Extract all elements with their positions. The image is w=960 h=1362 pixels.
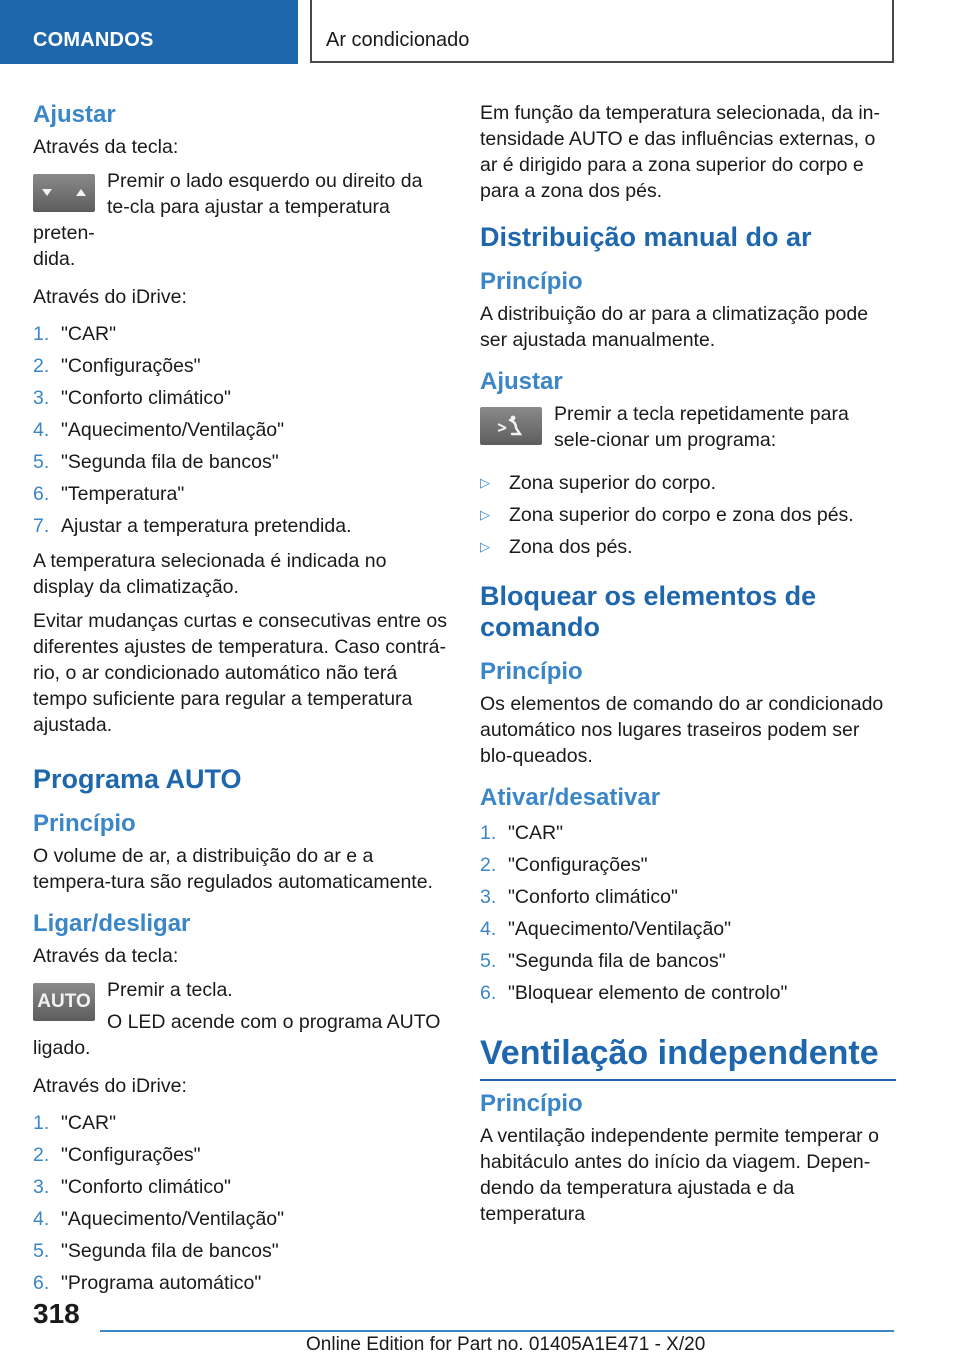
heading-bloquear: Bloquear os elementos de comando [480,581,817,642]
step-text: "Segunda fila de bancos" [61,1240,279,1262]
step-text: "Configurações" [61,355,201,377]
footer-divider [100,1330,894,1332]
auto-key-row [33,977,448,1041]
step-item [480,881,896,913]
step-item [33,1203,448,1235]
lock-principle-text: Os elementos de comando do ar condicionado automático nos lugares traseiros podem ser blo-queados. [480,693,884,767]
heading-principio: Princípio [480,658,583,685]
manual-key-text: Premir a tecla repetidamente para sele-cionar um programa: [554,403,849,451]
right-column [480,100,896,1235]
heading-ajustar: Ajustar [33,101,116,128]
triangle-bullet-icon: ▷ [480,539,490,554]
avoid-changes-text: Evitar mudanças curtas e consecutivas entre os diferentes ajustes de temperatura. Caso contrá-rio, o ar condicionado automático não terá tempo suficiente para regular a temperatura ajustada. [33,610,448,736]
temp-key-row [33,168,448,252]
step-text: "Aquecimento/Ventilação" [61,1208,285,1230]
step-item [480,977,896,1009]
auto-press-text: Premir a tecla. [107,979,233,1001]
manual-principle-text: A distribuição do ar para a climatização pode ser ajustada manualmente. [480,303,869,351]
step-number: 4. [33,419,50,441]
step-item [33,318,448,350]
step-number: 2. [33,355,50,377]
temp-key-text-continued: dida. [33,248,76,270]
air-programs-list [480,467,896,563]
temperature-rocker-key-icon [33,174,95,212]
step-item [33,1171,448,1203]
program-text: Zona superior do corpo. [509,472,717,494]
temp-key-text: Premir o lado esquerdo ou direito da te-cla para ajustar a temperatura preten- [33,170,423,244]
program-item [480,531,896,563]
step-number: 5. [480,950,497,972]
step-item [480,913,896,945]
step-item [33,1267,448,1299]
triangle-bullet-icon: ▷ [480,507,490,522]
program-item [480,499,896,531]
step-text: "Aquecimento/Ventilação" [508,918,732,940]
chapter-title: Ar condicionado [326,29,470,51]
heading-principio: Princípio [480,1090,583,1117]
step-item [33,446,448,478]
step-number: 1. [480,822,497,844]
heading-ativar-desativar: Ativar/desativar [480,784,661,811]
step-number: 2. [480,854,497,876]
auto-key-icon [33,983,95,1021]
step-number: 4. [33,1208,50,1230]
section-tab [0,0,298,64]
heading-ventilacao-independente: Ventilação independente [480,1031,896,1081]
step-text: "Configurações" [508,854,648,876]
auto-led-text: O LED acende com o programa AUTO [107,1011,441,1033]
page-number: 318 [33,1298,80,1329]
heading-distribuicao-manual: Distribuição manual do ar [480,222,812,252]
step-number: 3. [480,886,497,908]
step-number: 4. [480,918,497,940]
step-text: "Temperatura" [61,483,185,505]
step-item [33,510,448,542]
heading-ajustar: Ajustar [480,368,563,395]
step-number: 1. [33,1112,50,1134]
step-item [33,414,448,446]
step-item [33,1107,448,1139]
vent-principle-text: A ventilação independente permite temperar o habitáculo antes do início da viagem. Depen-dendo da temperatura ajustada e da temperatura [480,1125,879,1225]
section-label: COMANDOS [33,29,154,51]
auto-led-text-continued: ligado. [33,1037,91,1059]
step-item [33,350,448,382]
via-key-text: Através da tecla: [33,136,179,158]
program-text: Zona superior do corpo e zona dos pés. [509,504,854,526]
step-text: "Segunda fila de bancos" [61,451,279,473]
step-item [33,382,448,414]
chapter-tab [310,0,894,63]
step-number: 3. [33,1176,50,1198]
step-item [33,1139,448,1171]
step-number: 5. [33,1240,50,1262]
step-number: 6. [480,982,497,1004]
temp-shown-text: A temperatura selecionada é indicada no display da climatização. [33,550,387,598]
heading-programa-auto: Programa AUTO [33,764,242,794]
via-idrive-text: Através do iDrive: [33,286,187,308]
heading-ligar-desligar: Ligar/desligar [33,910,191,937]
idrive-steps-temperature [33,318,448,542]
step-number: 3. [33,387,50,409]
auto-key-label: AUTO [37,991,91,1012]
via-idrive-text: Através do iDrive: [33,1075,187,1097]
step-number: 7. [33,515,50,537]
step-text: "Configurações" [61,1144,201,1166]
step-text: Ajustar a temperatura pretendida. [61,515,352,537]
left-column [33,100,448,1305]
edition-text: Online Edition for Part no. 01405A1E471 - X/20 [306,1334,706,1355]
step-number: 1. [33,323,50,345]
step-text: "Conforto climático" [508,886,678,908]
step-text: "Segunda fila de bancos" [508,950,726,972]
step-text: "Conforto climático" [61,1176,231,1198]
step-number: 6. [33,1272,50,1294]
triangle-bullet-icon: ▷ [480,475,490,490]
via-key-text: Através da tecla: [33,945,179,967]
step-text: "Aquecimento/Ventilação" [61,419,285,441]
step-item [480,945,896,977]
auto-effect-text: Em função da temperatura selecionada, da in-tensidade AUTO e das influências externas, o ar é dirigido para a zona superior do corpo e para a zona dos pés. [480,102,880,202]
idrive-steps-lock [480,817,896,1009]
step-item [480,849,896,881]
step-number: 5. [33,451,50,473]
step-text: "Conforto climático" [61,387,231,409]
step-text: "Programa automático" [61,1272,262,1294]
heading-principio: Princípio [33,810,136,837]
step-text: "CAR" [61,323,117,345]
idrive-steps-auto [33,1107,448,1299]
step-item [33,478,448,510]
step-text: "Bloquear elemento de controlo" [508,982,788,1004]
step-number: 6. [33,483,50,505]
air-dist-key-row [480,401,896,459]
step-item [33,1235,448,1267]
heading-principio: Princípio [480,268,583,295]
program-item [480,467,896,499]
step-text: "CAR" [508,822,564,844]
auto-principle-text: O volume de ar, a distribuição do ar e a tempera-tura são regulados automaticamente. [33,845,433,893]
step-item [480,817,896,849]
step-number: 2. [33,1144,50,1166]
program-text: Zona dos pés. [509,536,633,558]
step-text: "CAR" [61,1112,117,1134]
air-distribution-key-icon [480,407,542,445]
